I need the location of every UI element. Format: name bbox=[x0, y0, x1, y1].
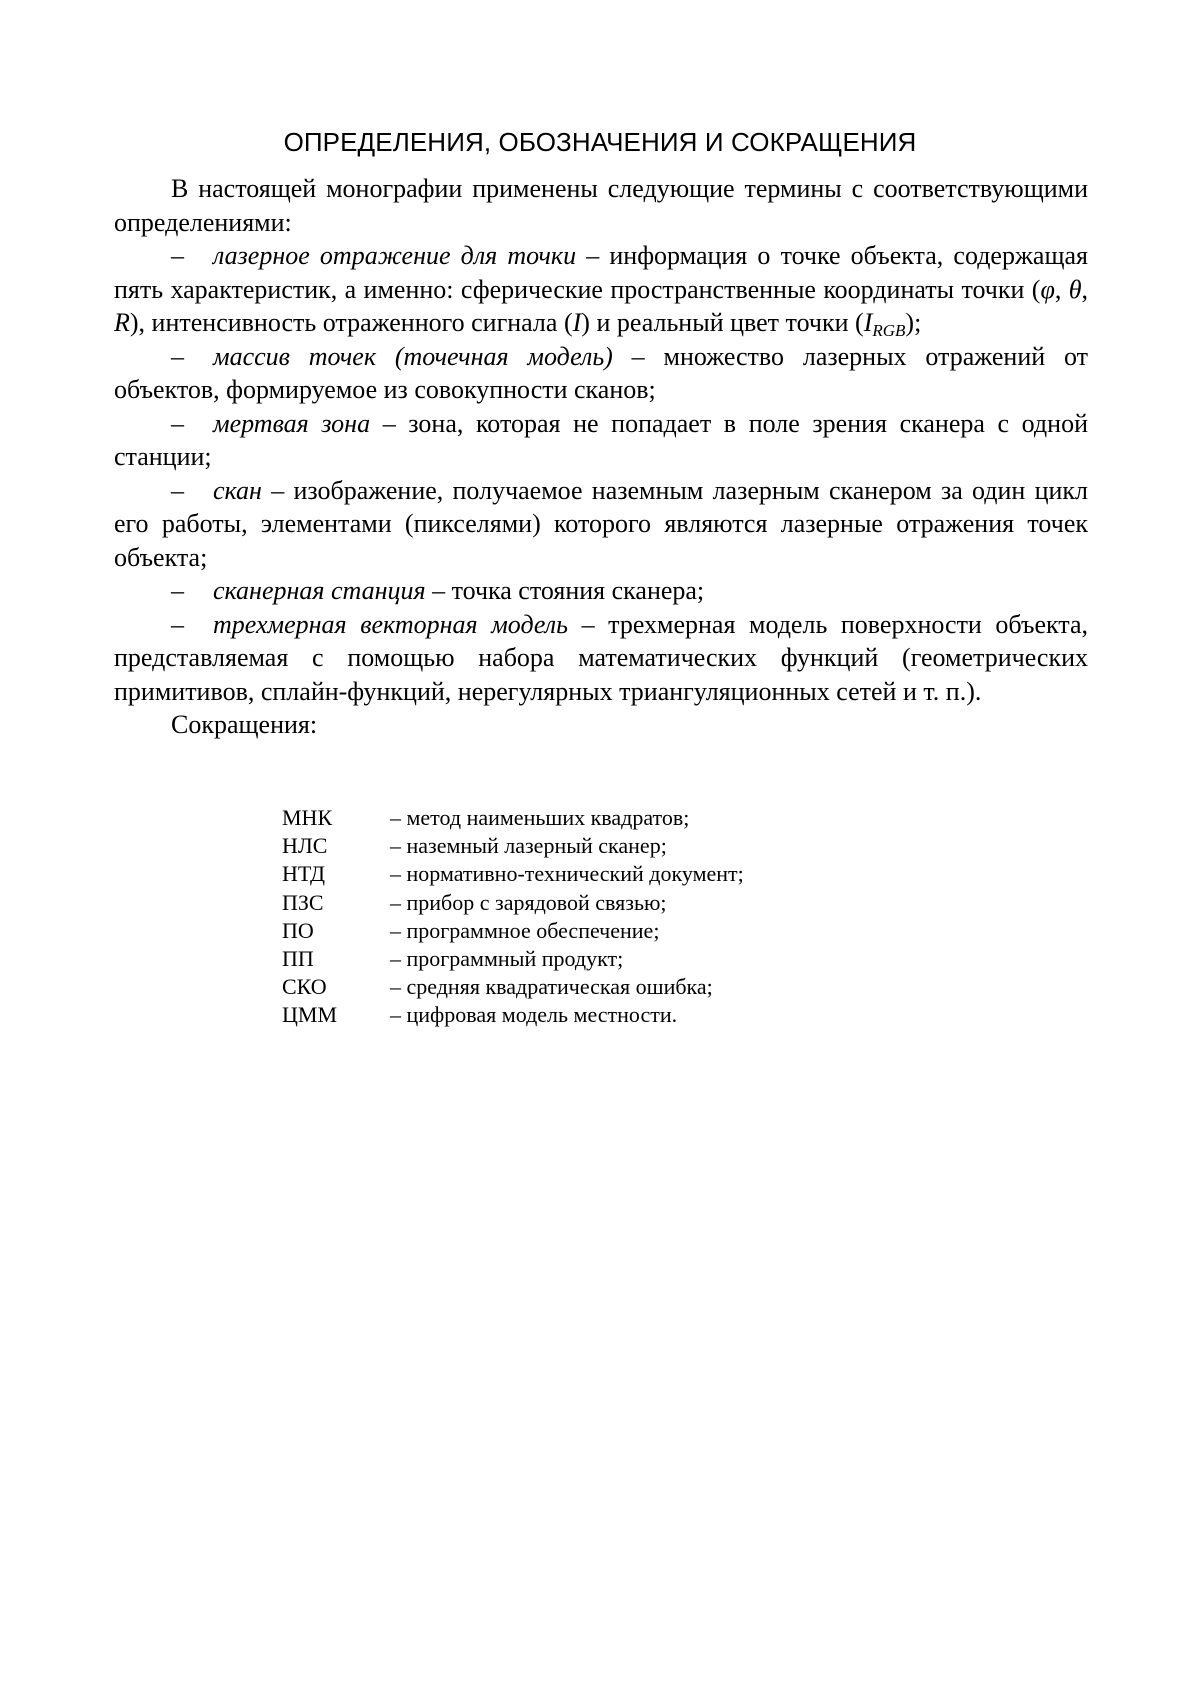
abbreviation-row bbox=[282, 832, 744, 860]
list-dash: – bbox=[171, 341, 184, 371]
definition-term: лазерное отражение для точки bbox=[213, 241, 577, 270]
definition-term: скан bbox=[213, 475, 262, 505]
abbreviation-row bbox=[282, 889, 744, 917]
abbreviation-row bbox=[282, 945, 744, 973]
abbreviation-row bbox=[282, 804, 744, 832]
abbreviation-meaning: – цифровая модель местности. bbox=[390, 1002, 678, 1028]
abbreviation-meaning: – наземный лазерный сканер; bbox=[390, 833, 667, 859]
abbreviation-code: МНК bbox=[282, 805, 333, 830]
definition-term: массив точек (точечная модель) bbox=[213, 341, 613, 371]
definition-item bbox=[114, 239, 1088, 340]
abbreviation-code: ПО bbox=[282, 917, 314, 943]
abbreviation-code: СКО bbox=[282, 974, 327, 1000]
abbreviation-meaning: – метод наименьших квадратов; bbox=[390, 805, 690, 830]
separator: , bbox=[1054, 274, 1069, 304]
phi-symbol: φ bbox=[1040, 274, 1055, 304]
definition-text: ), интенсивность отраженного сигнала ( bbox=[129, 308, 573, 337]
definition-term: трехмерная векторная модель bbox=[213, 609, 568, 639]
definition-text: – множество лазерных отражений от объектов, формируемое из совокупности сканов; bbox=[114, 341, 1089, 404]
color-symbol: I bbox=[863, 308, 873, 337]
abbreviation-meaning: – программный продукт; bbox=[390, 946, 624, 972]
abbreviation-row bbox=[282, 860, 744, 888]
definition-text: ) и реальный цвет точки ( bbox=[581, 308, 864, 337]
list-dash: – bbox=[171, 408, 184, 438]
abbreviation-code: ПП bbox=[282, 946, 314, 972]
abbreviation-row bbox=[282, 917, 744, 945]
definition-text: ); bbox=[905, 308, 922, 337]
abbreviation-code: ПЗС bbox=[282, 889, 324, 915]
definition-item bbox=[114, 407, 1088, 474]
definition-text: – точка стояния сканера; bbox=[425, 576, 705, 605]
definition-text: – изображение, получаемое наземным лазерным сканером за один цикл его работы, элементами (пикселями) которого являются лазерные отражения точек объекта; bbox=[114, 475, 1088, 572]
abbreviations-list bbox=[282, 804, 744, 1030]
intensity-symbol: I bbox=[572, 308, 582, 337]
definition-text: – информация о точке объекта, содержащая пять характеристик, а именно: сферические пространственные координаты точки ( bbox=[114, 241, 1088, 304]
abbreviation-code: НЛС bbox=[282, 833, 328, 859]
abbreviation-meaning: – средняя квадратическая ошибка; bbox=[390, 974, 713, 1000]
intro-paragraph: В настоящей монографии применены следующие термины с соответствующими определениями: bbox=[114, 174, 1088, 237]
definition-term: мертвая зона bbox=[213, 408, 371, 438]
list-dash: – bbox=[171, 609, 184, 639]
list-dash: – bbox=[171, 241, 184, 270]
document-body bbox=[114, 172, 1088, 742]
abbreviation-meaning: – нормативно-технический документ; bbox=[390, 861, 744, 887]
definition-item bbox=[114, 474, 1088, 575]
list-dash: – bbox=[171, 576, 184, 605]
abbreviation-row bbox=[282, 973, 744, 1001]
definition-item bbox=[114, 574, 1088, 608]
definition-text: – трехмерная модель поверхности объекта, представляемая с помощью набора математических функций (геометрических примитивов, сплайн-функций, нерегулярных триангуляционных сетей и т. п.). bbox=[114, 609, 1088, 706]
abbreviation-row bbox=[282, 1001, 744, 1029]
separator: , bbox=[1081, 274, 1089, 304]
definition-item bbox=[114, 608, 1088, 709]
abbreviation-code: НТД bbox=[282, 861, 325, 887]
definition-item bbox=[114, 340, 1088, 407]
abbreviations-heading: Сокращения: bbox=[171, 710, 318, 739]
abbreviation-meaning: – прибор с зарядовой связью; bbox=[390, 889, 667, 915]
definition-text: – зона, которая не попадает в поле зрения сканера с одной станции; bbox=[114, 408, 1088, 471]
definition-term: сканерная станция bbox=[213, 576, 426, 605]
theta-symbol: θ bbox=[1068, 274, 1082, 304]
page-title: ОПРЕДЕЛЕНИЯ, ОБОЗНАЧЕНИЯ И СОКРАЩЕНИЯ bbox=[283, 127, 917, 157]
abbreviation-meaning: – программное обеспечение; bbox=[390, 917, 660, 943]
list-dash: – bbox=[171, 475, 184, 505]
r-symbol: R bbox=[114, 308, 130, 337]
abbreviation-code: ЦММ bbox=[282, 1002, 338, 1028]
color-symbol-subscript: RGB bbox=[872, 321, 906, 340]
